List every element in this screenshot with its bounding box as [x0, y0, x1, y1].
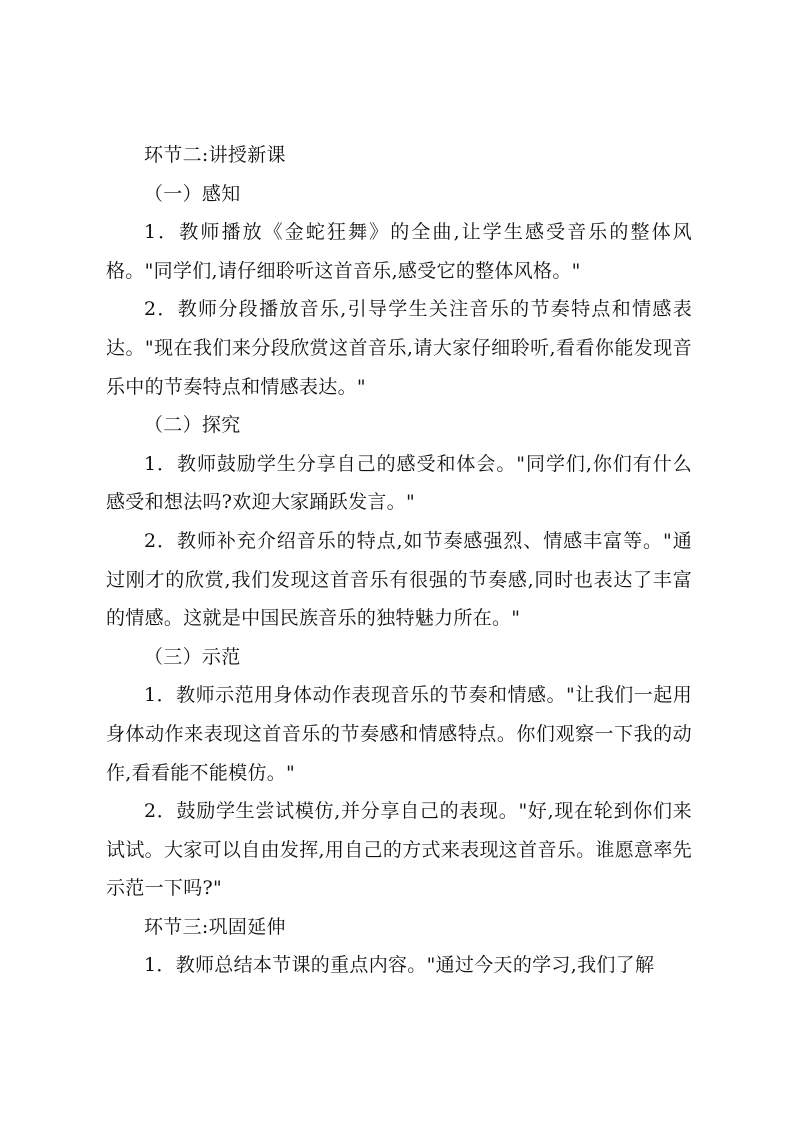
body-paragraph: 2．鼓励学生尝试模仿,并分享自己的表现。"好,现在轮到你们来试试。大家可以自由发挥,用自己的方式来表现这首音乐。谁愿意率先示范一下吗?" — [106, 800, 692, 900]
body-paragraph: 2．教师分段播放音乐,引导学生关注音乐的节奏特点和情感表达。"现在我们来分段欣赏这首音乐,请大家仔细聆听,看看你能发现音乐中的节奏特点和情感表达。" — [106, 298, 692, 398]
section-heading: 环节二:讲授新课 — [144, 144, 286, 166]
subsection-heading: （一）感知 — [144, 182, 241, 205]
section-heading: 环节三:巩固延伸 — [144, 915, 286, 938]
subsection-heading: （三）示范 — [144, 645, 241, 668]
body-paragraph: 2．教师补充介绍音乐的特点,如节奏感强烈、情感丰富等。"通过刚才的欣赏,我们发现这首音乐有很强的节奏感,同时也表达了丰富的情感。这就是中国民族音乐的独特魅力所在。" — [106, 529, 692, 630]
document-body — [106, 136, 692, 985]
subsection-heading: （二）探究 — [144, 414, 241, 437]
body-paragraph: 1．教师总结本节课的重点内容。"通过今天的学习,我们了解 — [144, 954, 655, 977]
body-paragraph: 1．教师播放《金蛇狂舞》的全曲,让学生感受音乐的整体风格。"同学们,请仔细聆听这首音乐,感受它的整体风格。" — [106, 221, 692, 282]
body-paragraph: 1．教师鼓励学生分享自己的感受和体会。"同学们,你们有什么感受和想法吗?欢迎大家踊跃发言。" — [106, 452, 692, 514]
body-paragraph: 1．教师示范用身体动作表现音乐的节奏和情感。"让我们一起用身体动作来表现这首音乐的节奏感和情感特点。你们观察一下我的动作,看看能不能模仿。" — [106, 684, 692, 784]
